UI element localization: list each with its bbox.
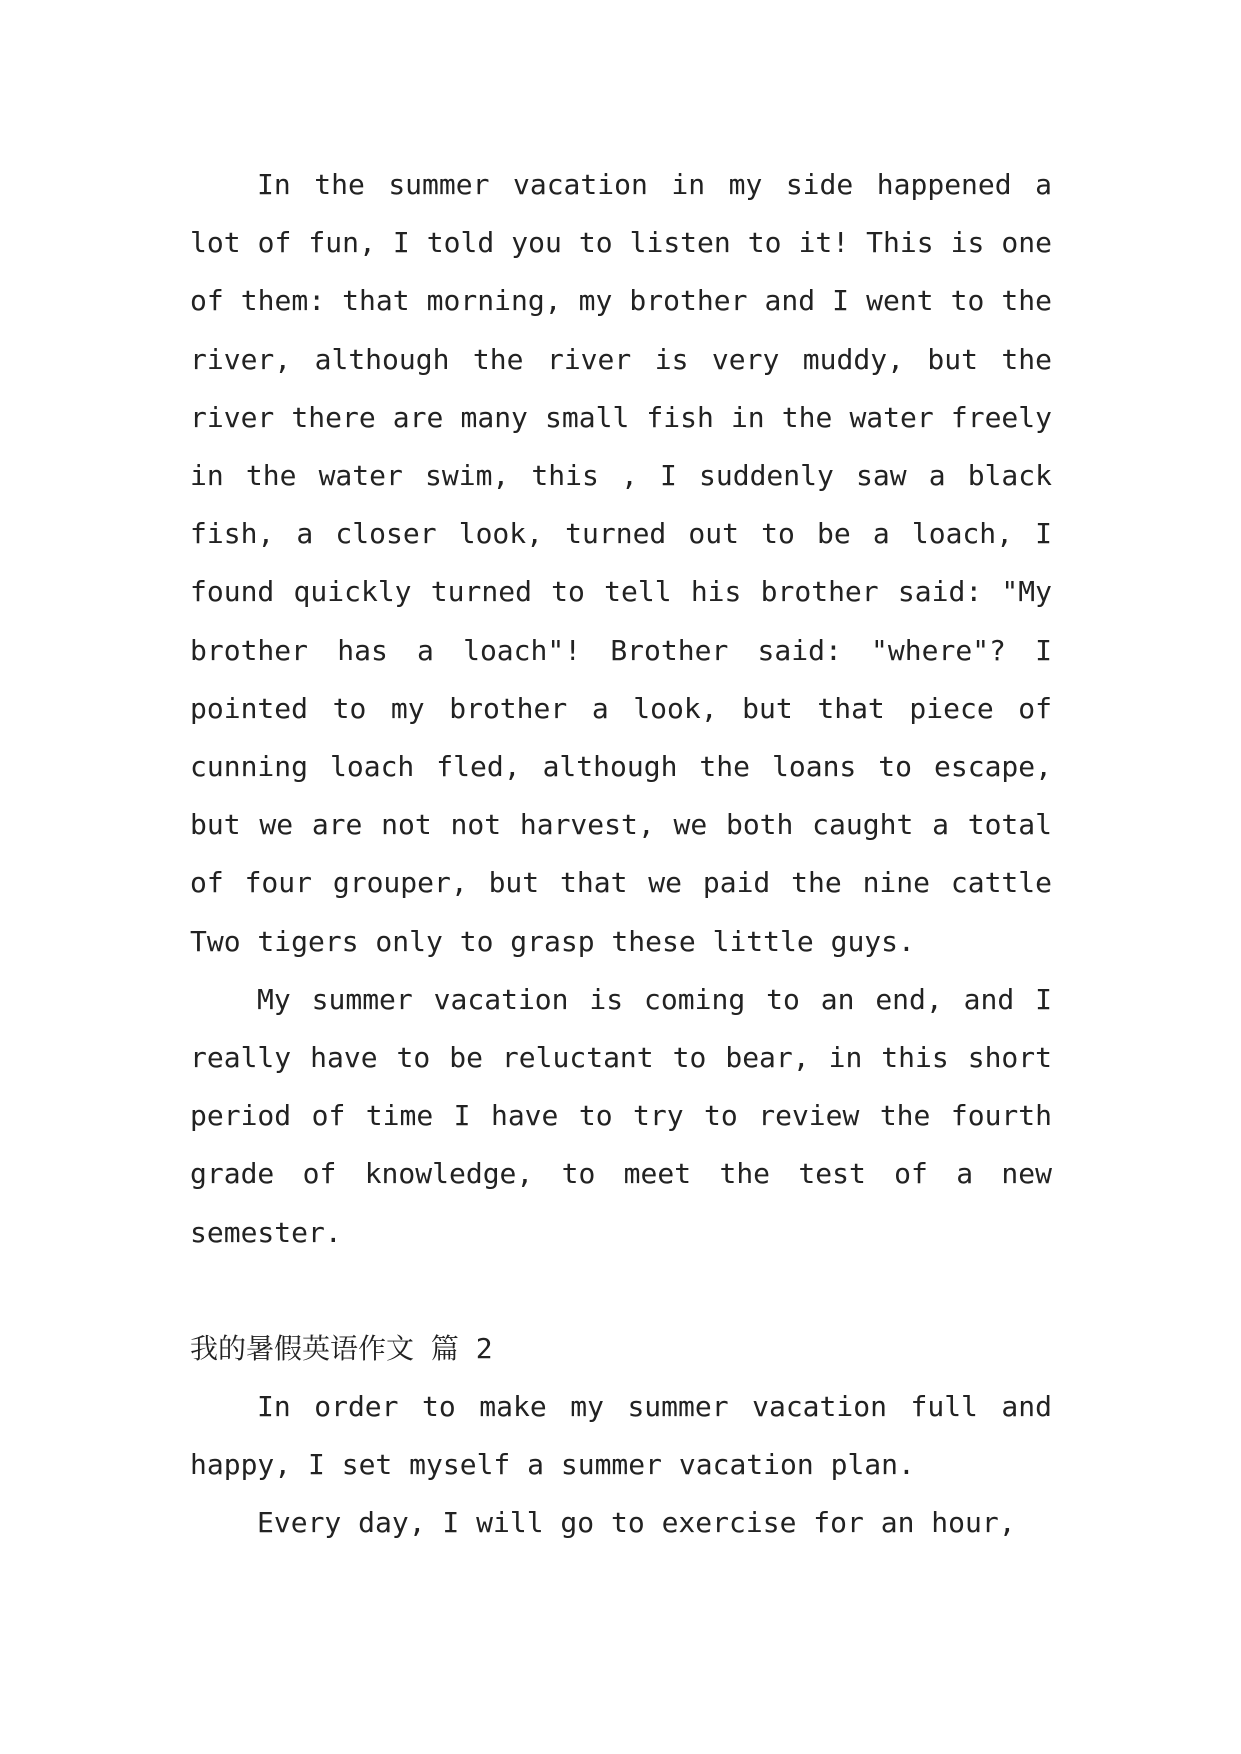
document-page <box>190 156 1052 1553</box>
section-heading: 我的暑假英语作文 篇 2 <box>190 1331 493 1365</box>
paragraph-vacation-end: My summer vacation is coming to an end, and I really have to be reluctant to bear, in this short period of time I have to try to review the fourth grade of knowledge, to meet the test of a new semester. <box>190 982 1052 1249</box>
section-spacer <box>190 1262 1052 1320</box>
paragraph-summer-fun: In the summer vacation in my side happened a lot of fun, I told you to listen to it! This is one of them: that morning, my brother and I went to the river, although the river is very muddy, but the river there are many small fish in the water freely in the water swim, this , I suddenly saw a black fish, a closer look, turned out to be a loach, I found quickly turned to tell his brother said: "My brother has a loach"! Brother said: "where"? I pointed to my brother a look, but that piece of cunning loach fled, although the loans to escape, but we are not not harvest, we both caught a total of four grouper, but that we paid the nine cattle Two tigers only to grasp these little guys. <box>190 168 1052 958</box>
paragraph-exercise: Every day, I will go to exercise for an hour, <box>257 1506 1016 1540</box>
paragraph-summer-plan: In order to make my summer vacation full and happy, I set myself a summer vacation plan. <box>190 1390 1052 1482</box>
